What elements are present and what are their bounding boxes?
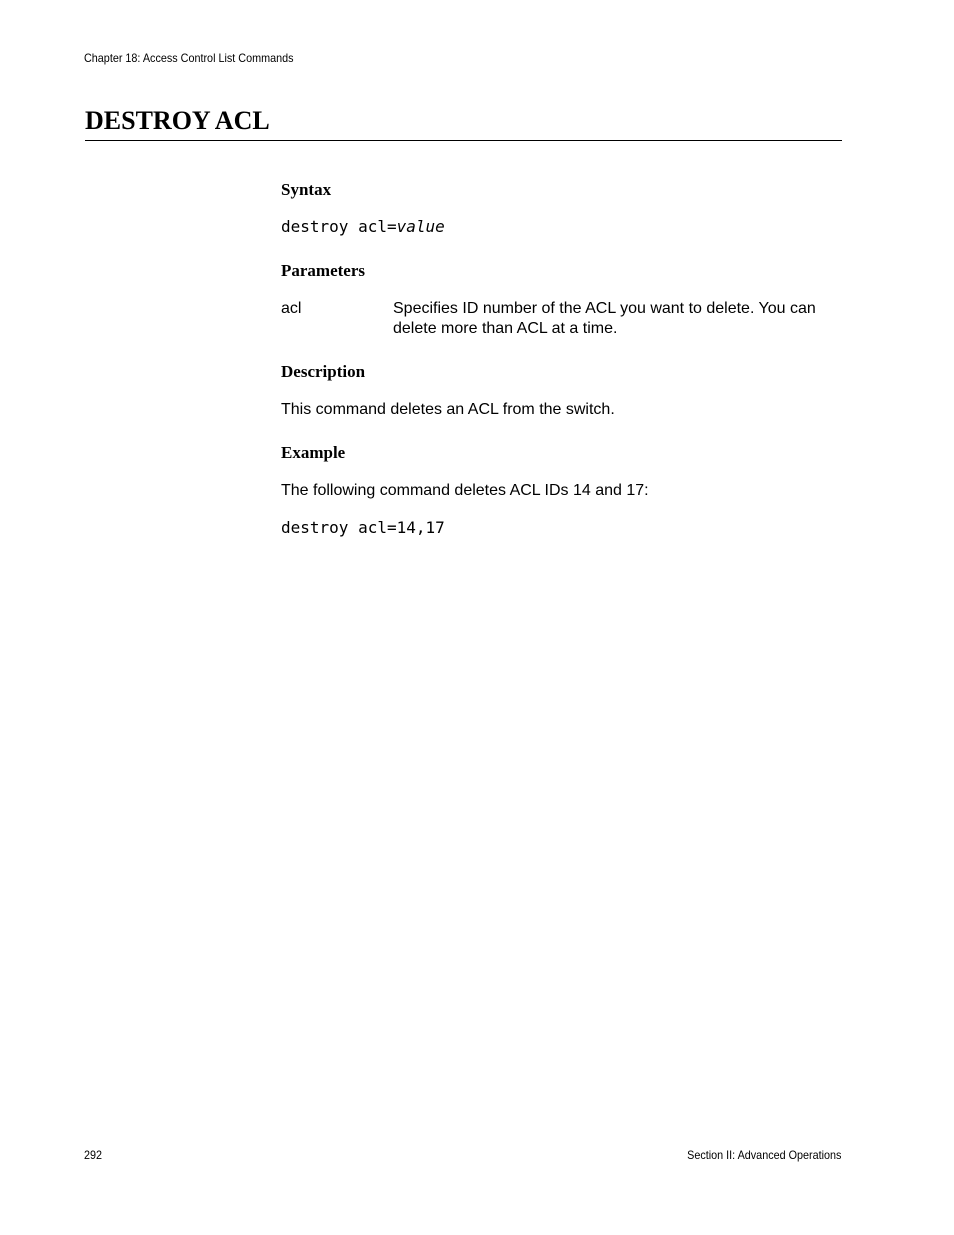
description-heading: Description [281, 362, 366, 381]
description-text: This command deletes an ACL from the switch. [281, 401, 615, 418]
page-number: 292 [84, 1148, 103, 1162]
parameter-name: acl [281, 300, 302, 317]
example-text: The following command deletes ACL IDs 14 and 17: [281, 482, 649, 499]
syntax-heading: Syntax [281, 180, 332, 199]
example-heading: Example [281, 443, 346, 462]
example-command: destroy acl=14,17 [281, 518, 445, 537]
page-title: DESTROY ACL [85, 106, 270, 135]
parameter-description: Specifies ID number of the ACL you want to delete. You can delete more than ACL at a time. [393, 300, 816, 337]
running-header: Chapter 18: Access Control List Commands [84, 51, 294, 65]
syntax-command-text: destroy acl= [281, 217, 397, 236]
parameters-heading: Parameters [281, 261, 366, 280]
title-rule [85, 140, 842, 141]
syntax-param: value [396, 217, 445, 236]
footer-section: Section II: Advanced Operations [686, 1148, 841, 1162]
syntax-command [281, 217, 445, 237]
